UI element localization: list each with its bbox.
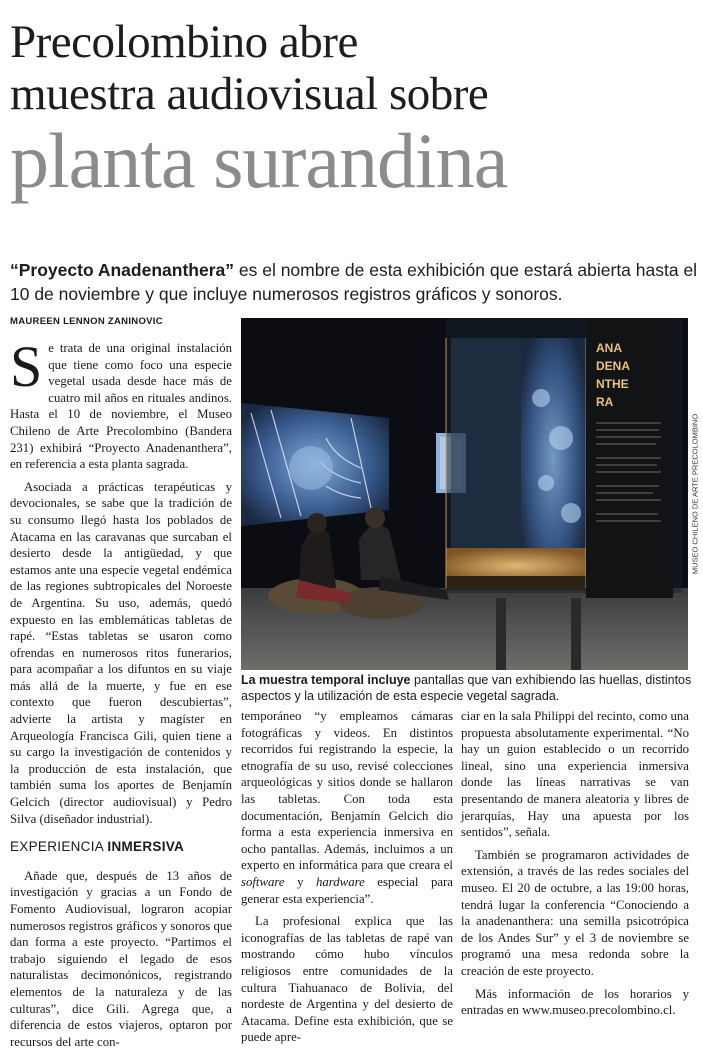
panel-text-line-1: ANA	[596, 341, 622, 355]
headline-line-1: Precolombino abre	[10, 16, 358, 68]
paragraph-4-text-b: y	[284, 874, 316, 889]
paragraph-2: Asociada a prácticas terapéuticas y devocionales, se sabe que la tradición de su consumo llegó hasta los poblados de Atacama en las caravanas que surcaban el desierto desde la antigüedad, y que estamos ante una especie vegetal endémica de las regiones subtropicales del Noroeste de Argentina. Su uso, además, quedó expuesto en las emblemáticas tabletas de rapé. “Estas tabletas se usaron como ofrendas en numerosos ritos funerarios, para acompañar a los difuntos en su viaje más allá de la muerte, y fue en ese contexto que fueron descubiertas”, advierte la artista y magíster en Arqueología Francisca Gili, quien tiene a su cargo la investigación de contenidos y la producción de esta instalación, que también suma los aportes de Benjamín Gelcich (director audiovisual) y Pedro Silva (diseñador industrial).	[10, 479, 232, 826]
paragraph-8: Más información de los horarios y entradas en www.museo.precolombino.cl.	[461, 986, 689, 1018]
column-2	[241, 708, 453, 1052]
lede-title: “Proyecto Anadenanthera”	[10, 260, 234, 280]
paragraph-4-text-a: temporáneo “y empleamos cámaras fotográficas y videos. En distintos recorridos fui registrando la especie, la etnografía de su uso, revisé colecciones arqueológicas y sitios donde se hallaron las tabletas. Con toda esta documentación, Benjamín Gelcich dio forma a esta experiencia inmersiva en ocho pantallas. Además, incluimos a un experto en informática para que creara el	[241, 709, 453, 873]
exhibition-photo	[241, 318, 688, 670]
paragraph-4-italic-software: software	[241, 874, 285, 889]
lede	[10, 258, 700, 306]
paragraph-1	[10, 334, 232, 473]
panel-text-line-4: RA	[596, 395, 614, 409]
headline-line-3: planta surandina	[10, 117, 508, 204]
paragraph-3: Añade que, después de 13 años de investigación y gracias a un Fondo de Fomento Audiovisual, lograron acopiar numerosos registros gráficos y sonoros que dan forma a este proyecto. “Partimos el trabajo siguiendo el legado de esos naturalistas decimonónicos, registrando elementos de la naturaleza y de las culturas”, dice Gili. Agrega que, a diferencia de estos viajeros, optaron por recursos del arte con-	[10, 868, 232, 1049]
section-heading	[10, 839, 232, 856]
lede-text: es el nombre de esta exhibición que estará abierta hasta el 10 de noviembre y que incluye numerosos registros gráficos y sonoros.	[10, 260, 698, 304]
paragraph-7: También se programaron actividades de extensión, a través de las redes sociales del museo. El 20 de octubre, a las 19:00 horas, tendrá lugar la conferencia “Conociendo a la anadenanthera: una semilla psicotrópica de los Andes Sur” y el 3 de noviembre se programó una mesa redonda sobre la creación de este proyecto.	[461, 847, 689, 978]
headline-line-2: muestra audiovisual sobre	[10, 68, 489, 120]
section-heading-bold: INMERSIVA	[107, 839, 185, 855]
column-3	[461, 708, 689, 1025]
photo-credit-text: MUSEO CHILENO DE ARTE PRECOLOMBINO	[690, 413, 700, 575]
photo-caption	[241, 672, 693, 704]
caption-lead: La muestra temporal incluye	[241, 673, 411, 687]
exhibition-photo-illustration	[241, 318, 688, 670]
panel-text-line-2: DENA	[596, 359, 631, 373]
panel-text-line-3: NTHE	[596, 377, 629, 391]
dropcap: S	[10, 334, 43, 399]
headline	[10, 16, 700, 204]
column-1	[10, 334, 232, 1056]
paragraph-4	[241, 708, 453, 907]
paragraph-1-text: e trata de una original instalación que tiene como foco una especie vegetal usada desde hace más de cuatro mil años en rituales andinos. Hasta el 10 de noviembre, el Museo Chileno de Arte Precolombino (Bandera 231) exhibirá “Proyecto Anadenanthera”, en referencia a esta planta sagrada.	[10, 341, 232, 472]
caption-text: pantallas que van exhibiendo las huellas, distintos aspectos y la utilización de esta especie vegetal sagrada.	[241, 673, 692, 703]
section-heading-light: EXPERIENCIA	[10, 839, 108, 855]
paragraph-4-text-c: especial para generar esta experiencia”.	[241, 874, 453, 906]
paragraph-4-italic-hardware: hardware	[315, 874, 365, 889]
byline: MAUREEN LENNON ZANINOVIC	[10, 316, 163, 327]
paragraph-5: La profesional explica que las iconografías de las tabletas de rapé van mostrando cómo hubo vínculos religiosos entre comunidades de la cultura Tiahuanaco de Bolivia, del nordeste de Argentina y del desierto de Atacama. Define esta exhibición, que se puede apre-	[241, 914, 453, 1045]
paragraph-6: ciar en la sala Philippi del recinto, como una propuesta absolutamente experimental. “No hay un guion establecido o un recorrido lineal, sino una experiencia inmersiva donde las líneas narrativas se van presentando de manera aleatoria y libres de jerarquías, Hay una apuesta por los sentidos”, señala.	[461, 709, 689, 840]
photo-credit	[689, 318, 701, 670]
